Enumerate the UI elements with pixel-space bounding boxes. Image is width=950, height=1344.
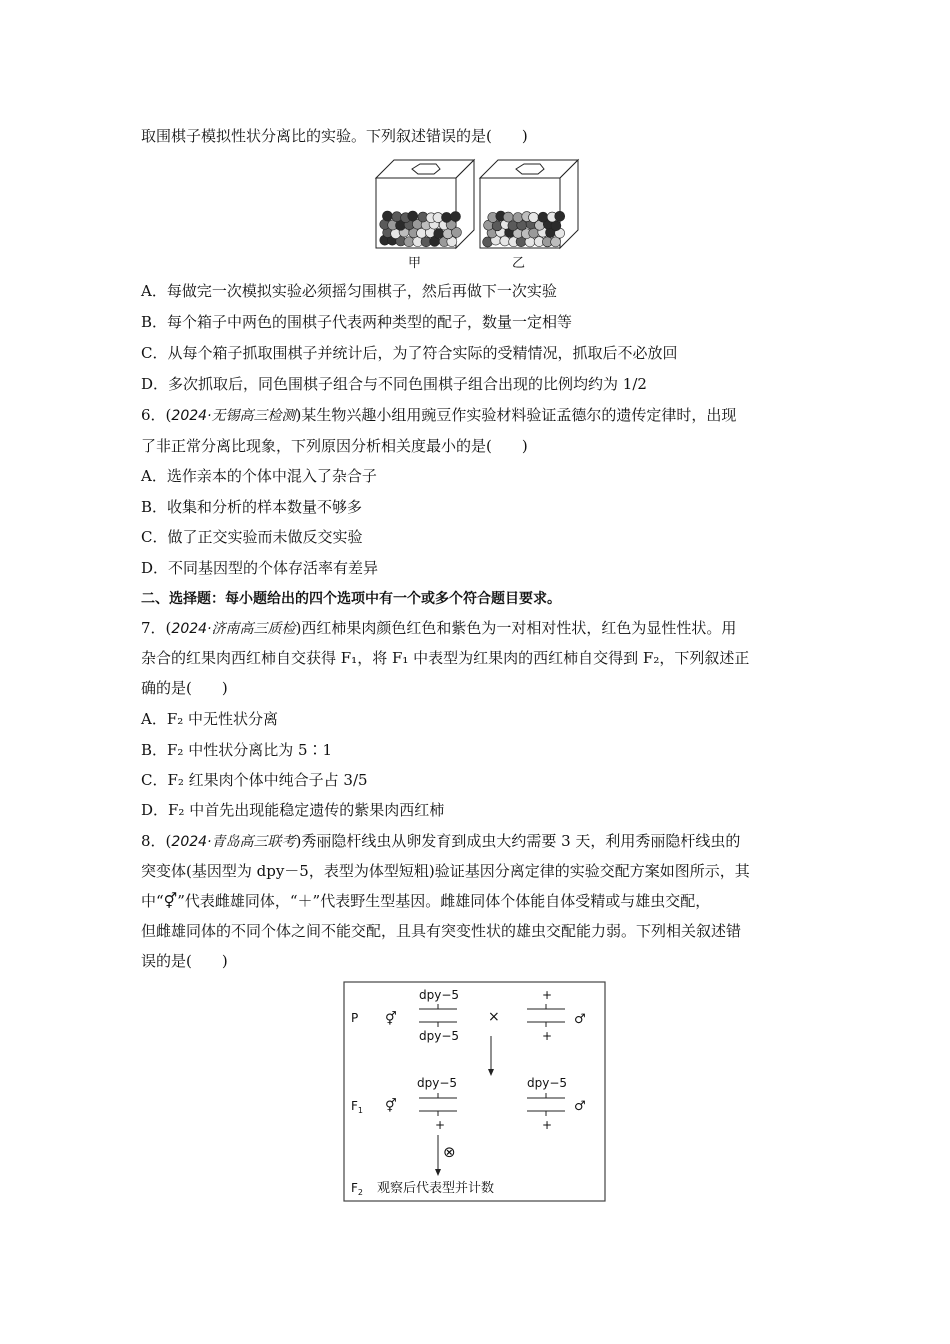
q8-stem-line5: 误的是( ): [141, 952, 228, 970]
q6-option-c: C．做了正交实验而未做反交实验: [141, 528, 363, 546]
q7-option-a: A．F₂ 中无性状分离: [141, 710, 279, 728]
go-stone: [392, 212, 402, 222]
q8-stem-line2: 突变体(基因型为 dpy－5，表型为体型短粗)验证基因分离定律的实验交配方案如图所示，其: [141, 862, 750, 880]
section-2-heading: 二、选择题：每小题给出的四个选项中有一个或多个符合题目要求。: [141, 591, 561, 607]
p-herm-allele-top: dpy−5: [419, 988, 460, 1002]
go-stone: [442, 212, 452, 222]
q8-stem-line3: 中“⚥”代表雌雄同体，“＋”代表野生型基因。雌雄同体个体能自体受精或与雄虫交配，: [141, 892, 711, 910]
p-male-allele-top: +: [542, 988, 553, 1002]
q6-option-b: B．收集和分析的样本数量不够多: [141, 498, 363, 516]
q6-stem-line1: 6．(2024·无锡高三检测)某生物兴趣小组用豌豆作实验材料验证孟德尔的遗传定律时，出现: [141, 406, 737, 424]
f1-generation-label: $F_1$: [351, 1099, 363, 1115]
box-yi: [480, 160, 578, 248]
go-stone-boxes-figure: [372, 156, 582, 252]
hermaphrodite-symbol-f1: ⚥: [385, 1099, 397, 1114]
q8-stem-line4: 但雌雄同体的不同个体之间不能交配，且具有突变性状的雄虫交配能力弱。下列相关叙述错: [141, 922, 742, 940]
q8-stem-line1: 8．(2024·青岛高三联考)秀丽隐杆线虫从卵发育到成虫大约需要 3 天，利用秀丽隐杆线虫的: [141, 832, 741, 850]
go-stone: [450, 212, 460, 222]
fig-label-yi: 乙: [512, 256, 526, 271]
go-stone: [529, 212, 539, 222]
f1-herm-allele-top: dpy−5: [417, 1076, 458, 1090]
p-herm-allele-bottom: dpy−5: [419, 1029, 460, 1043]
q7-option-b: B．F₂ 中性状分离比为 5∶1: [141, 741, 333, 759]
box-jia: [376, 160, 474, 248]
diagram-frame: [344, 982, 605, 1201]
q7-stem-line3: 确的是( ): [141, 679, 228, 697]
q7-stem-line1: 7．(2024·济南高三质检)西红柿果肉颜色红色和紫色为一对相对性状，红色为显性性状。用: [141, 619, 737, 637]
q6-stem-line2: 了非正常分离比现象，下列原因分析相关度最小的是( ): [141, 437, 528, 455]
q7-stem-line2: 杂合的红果肉西红柿自交获得 F₁，将 F₁ 中表型为红果肉的西红柿自交得到 F₂，下列叙述正: [141, 649, 750, 667]
go-stone: [434, 229, 444, 239]
cross-symbol: ×: [488, 1009, 500, 1025]
fig-label-jia: 甲: [408, 256, 422, 271]
p-generation-label: P: [351, 1011, 359, 1025]
f2-generation-label: $F_2$: [351, 1181, 363, 1197]
q6-source: 2024·无锡高三检测: [171, 408, 296, 424]
hermaphrodite-symbol-p: ⚥: [385, 1012, 397, 1027]
q8-source: 2024·青岛高三联考: [171, 834, 296, 850]
go-stone: [503, 212, 513, 222]
go-stone: [513, 213, 523, 223]
q5-option-c: C．从每个箱子抓取围棋子并统计后，为了符合实际的受精情况，抓取后不必放回: [141, 344, 678, 362]
p-male-allele-bottom: +: [542, 1029, 553, 1043]
q5-stem: 取围棋子模拟性状分离比的实验。下列叙述错误的是( ): [141, 127, 528, 145]
go-stone: [538, 212, 548, 222]
mating-scheme-diagram: [343, 981, 607, 1203]
f1-herm-allele-bottom: +: [435, 1118, 446, 1132]
q6-option-d: D．不同基因型的个体存活率有差异: [141, 559, 379, 577]
f1-male-allele-bottom: +: [542, 1118, 553, 1132]
male-symbol-f1: ♂: [574, 1099, 586, 1114]
go-stone: [555, 211, 565, 221]
self-cross-symbol: ⊗: [443, 1143, 456, 1161]
q7-option-d: D．F₂ 中首先出现能稳定遗传的紫果肉西红柿: [141, 801, 445, 819]
go-stone: [382, 211, 392, 221]
go-stone: [404, 237, 414, 247]
q7-option-c: C．F₂ 红果肉个体中纯合子占 3/5: [141, 771, 368, 789]
go-stone: [408, 211, 418, 221]
f2-observation-text: 观察后代表型并计数: [377, 1181, 495, 1196]
f1-male-allele-top: dpy−5: [527, 1076, 568, 1090]
q6-option-a: A．选作亲本的个体中混入了杂合子: [141, 467, 377, 485]
male-symbol-p: ♂: [574, 1012, 586, 1027]
q5-option-b: B．每个箱子中两色的围棋子代表两种类型的配子，数量一定相等: [141, 313, 573, 331]
q5-option-a: A．每做完一次模拟实验必须摇匀围棋子，然后再做下一次实验: [141, 282, 557, 300]
q7-source: 2024·济南高三质检: [171, 621, 296, 637]
q5-option-d: D．多次抓取后，同色围棋子组合与不同色围棋子组合出现的比例均约为 1/2: [141, 375, 647, 393]
